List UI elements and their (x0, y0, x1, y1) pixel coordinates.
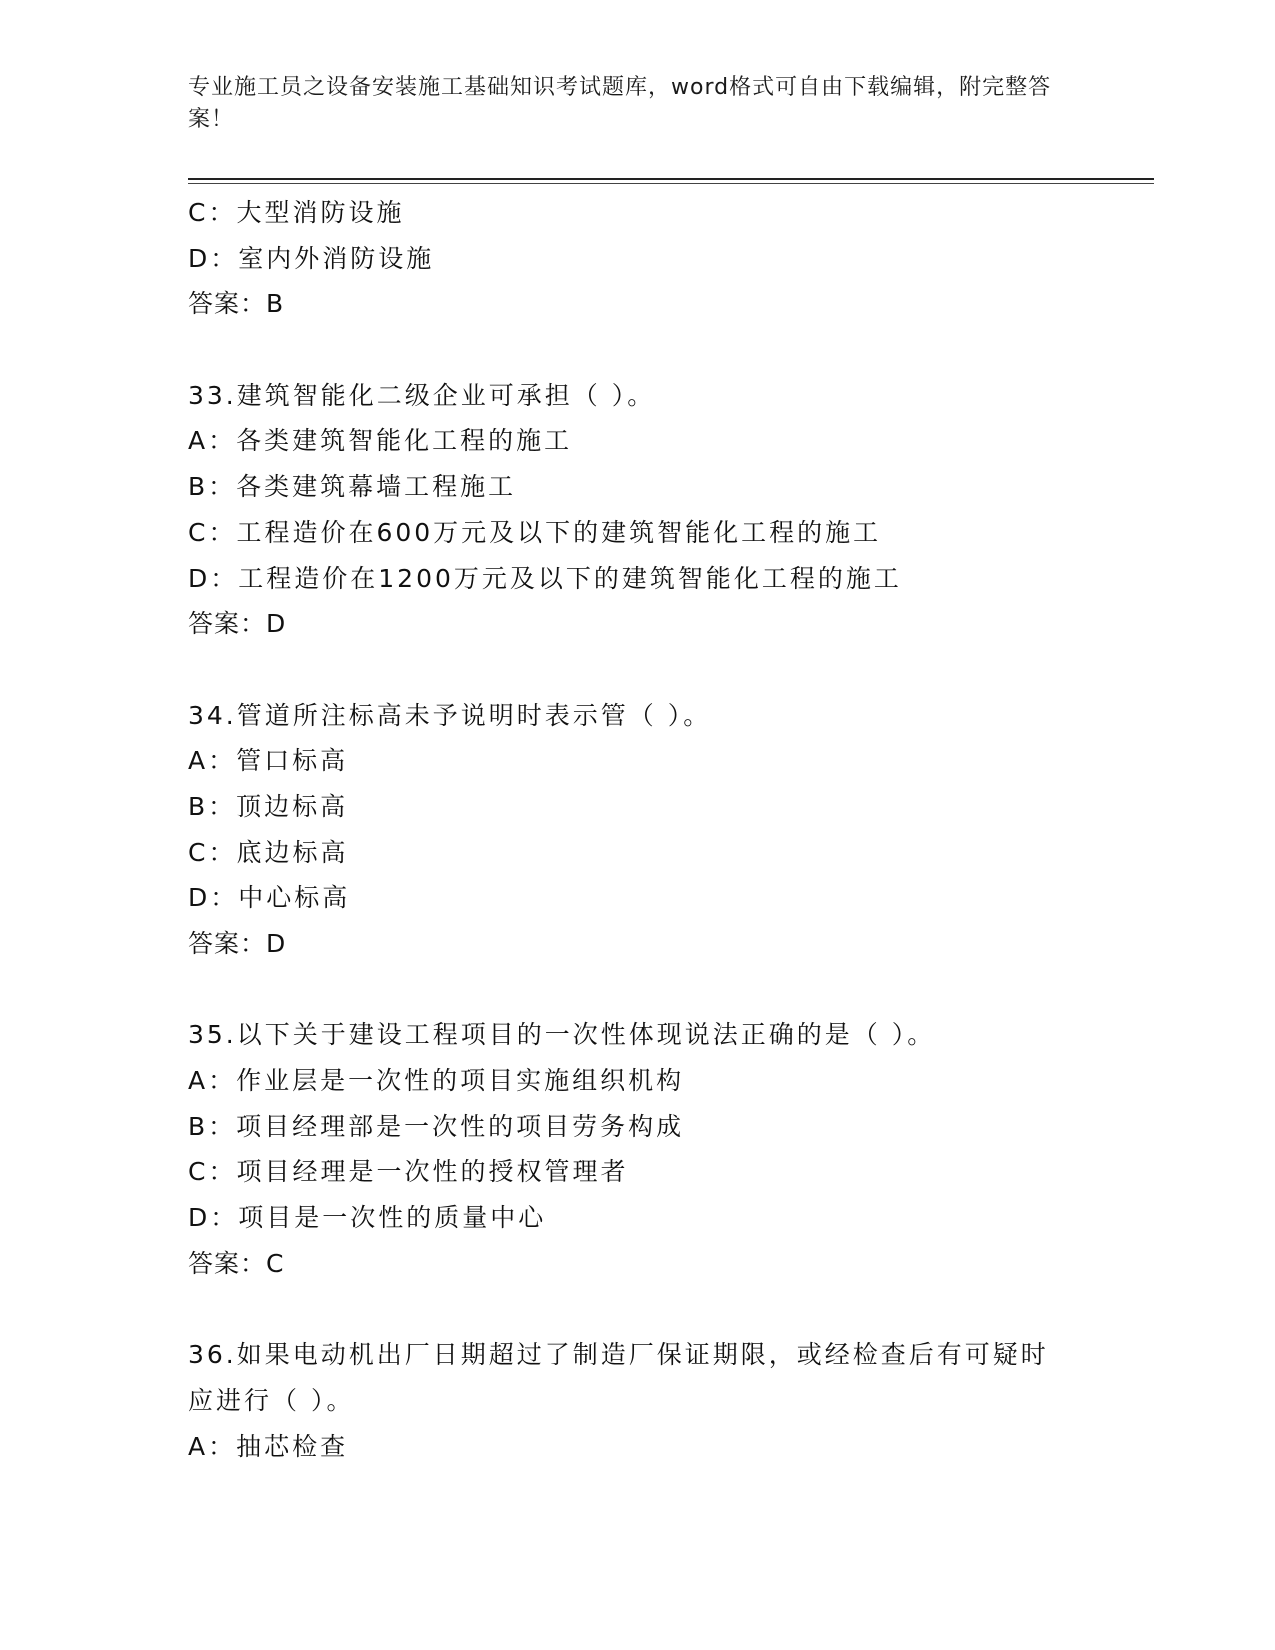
answer-line: 答案：B (188, 289, 285, 319)
question-33-option-b: B：各类建筑幕墙工程施工 (188, 472, 517, 502)
document-header: 专业施工员之设备安装施工基础知识考试题库，word格式可自由下载编辑，附完整答案！ (188, 75, 1052, 132)
question-34-answer: 答案：D (188, 929, 287, 958)
question-33-answer: 答案：D (188, 609, 287, 639)
question-33-option-d: D：工程造价在1200万元及以下的建筑智能化工程的施工 (188, 563, 902, 593)
question-35-option-b: B：项目经理部是一次性的项目劳务构成 (188, 1111, 685, 1141)
question-36-stem-line-2: 应进行（ ）。 (188, 1385, 355, 1415)
option-c: C：大型消防设施 (188, 198, 405, 227)
question-35-option-a: A：作业层是一次性的项目实施组织机构 (188, 1066, 685, 1096)
spacer (188, 327, 1108, 373)
question-34-option-b: B：顶边标高 (188, 791, 349, 821)
spacer (188, 647, 1108, 693)
question-36-option-a: A：抽芯检查 (188, 1431, 349, 1461)
question-35-option-d: D：项目是一次性的质量中心 (188, 1203, 547, 1233)
spacer (188, 967, 1108, 1013)
header-divider-thick (188, 178, 1154, 180)
option-d: D：室内外消防设施 (188, 243, 435, 273)
question-33-option-c: C：工程造价在600万元及以下的建筑智能化工程的施工 (188, 517, 882, 547)
header-divider-thin (188, 183, 1154, 184)
question-34-option-c: C：底边标高 (188, 837, 349, 867)
question-35-answer: 答案：C (188, 1248, 285, 1278)
spacer (188, 1287, 1108, 1333)
question-35-stem: 35.以下关于建设工程项目的一次性体现说法正确的是（ ）。 (188, 1020, 936, 1050)
question-36-stem-line-1: 36.如果电动机出厂日期超过了制造厂保证期限，或经检查后有可疑时 (188, 1340, 1049, 1370)
question-33-option-a: A：各类建筑智能化工程的施工 (188, 426, 573, 456)
question-34-option-d: D：中心标高 (188, 883, 351, 913)
question-33-stem: 33.建筑智能化二级企业可承担（ ）。 (188, 380, 656, 410)
question-35-option-c: C：项目经理是一次性的授权管理者 (188, 1157, 629, 1187)
question-list (188, 190, 1108, 1469)
question-34-stem: 34.管道所注标高未予说明时表示管（ ）。 (188, 700, 712, 730)
question-34-option-a: A：管口标高 (188, 746, 349, 776)
